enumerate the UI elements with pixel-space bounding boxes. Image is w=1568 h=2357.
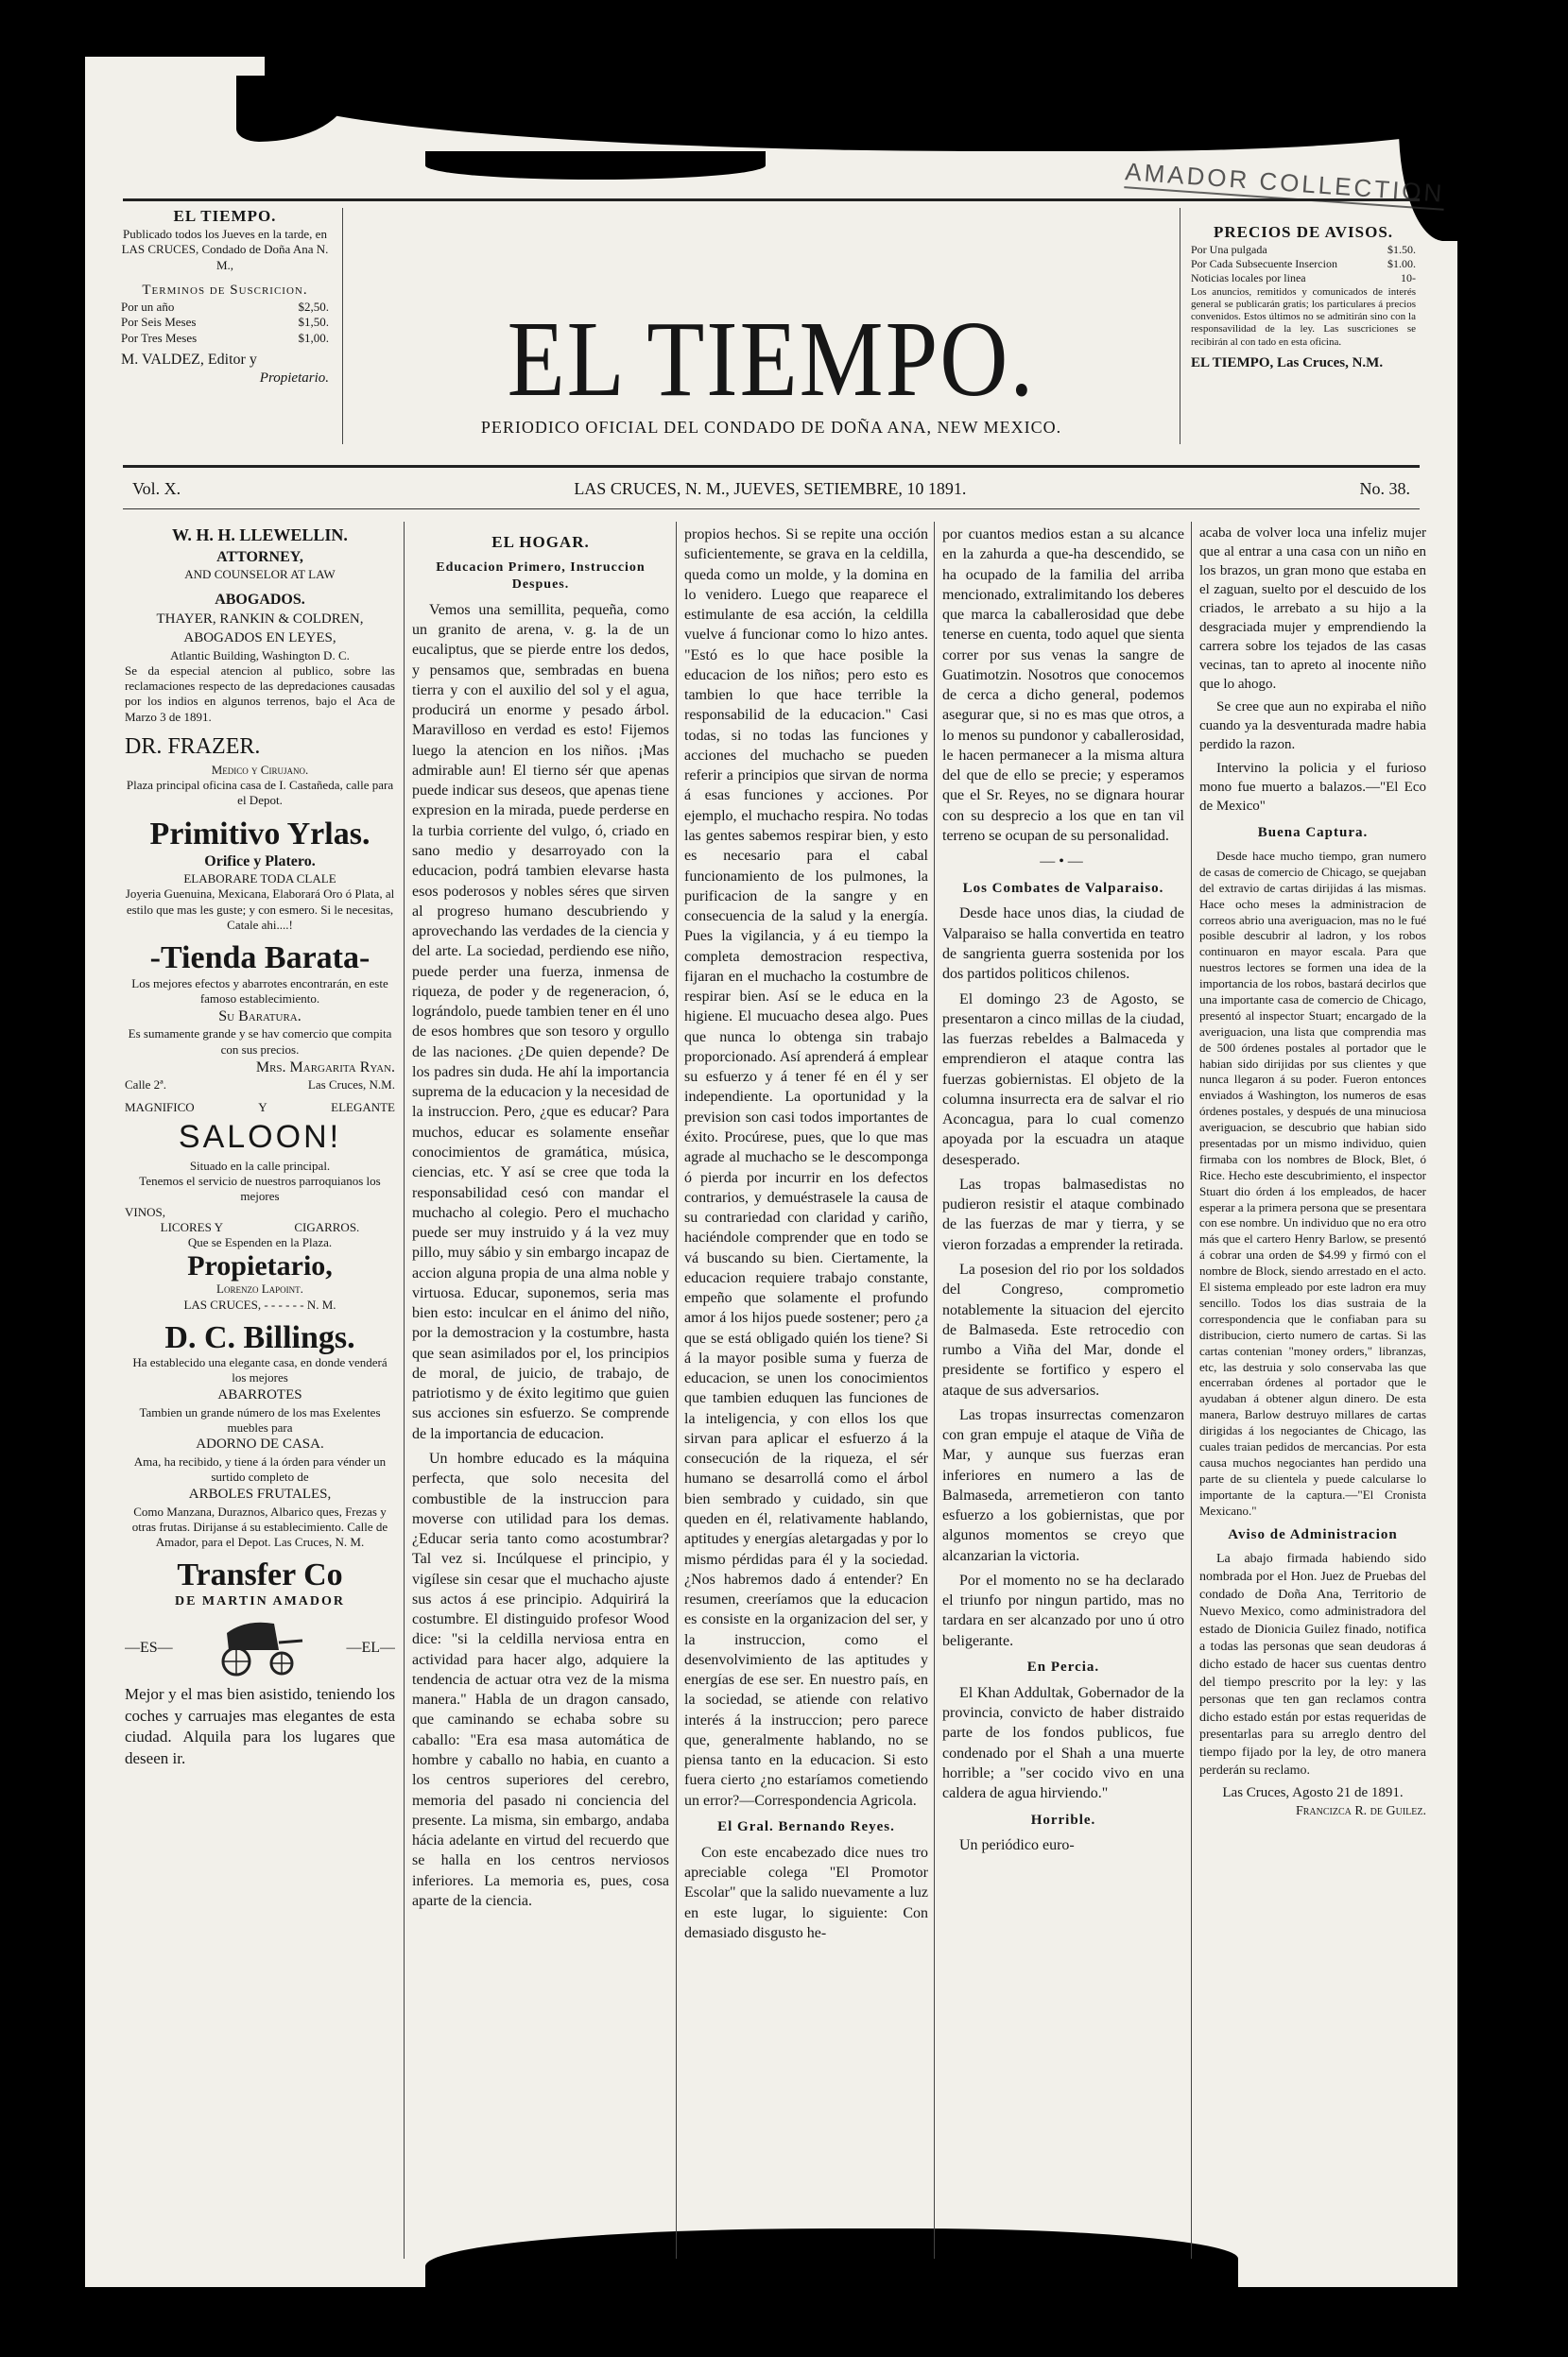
article-paragraph: Las tropas balmasedistas no pudieron resistir el ataque combinado de las fuerzas de mar y tierra, y se vieron forzadas a emprender la retirada. <box>942 1176 1184 1253</box>
article-paragraph: Se cree que aun no expiraba el niño cuando ya la desventurada madre habia perdido la razon. <box>1199 699 1426 753</box>
ad-llewellin-role2: AND COUNSELOR AT LAW <box>184 567 336 582</box>
ad-transfer-el: —EL— <box>346 1639 395 1656</box>
rates-list <box>1191 243 1416 286</box>
issue-number: No. 38. <box>1359 479 1410 498</box>
article-horrible-text: Un periódico euro- <box>959 1837 1075 1854</box>
volume-number: Vol. X. <box>132 479 181 498</box>
subscription-box-title: EL TIEMPO. <box>173 207 277 225</box>
ad-llewellin-role: ATTORNEY, <box>216 548 303 565</box>
ad-abogados <box>125 590 395 724</box>
article-captura-text: Desde hace mucho tiempo, gran numero de casas de comercio de Chicago, se quejaban del extravio de cartas dirijidas á las mismas. Hace ocho meses la administracion de correos abrio una averiguacion, mas no le fué posible descubrir al ladron, y los robos continuaron en mayor escala. Para que nuestros lectores se formen una idea de la importancia de los robos, bastará decirlos que una importante casa de comercio de Chicago, presentó al inspector Stuart; encargado de la averiguacion, una lista que comprendia mas de 500 órdenes postales al portador que le habian sido dirijidas por sus clientes y que nunca llegaron á su poder. Fueron entonces enviados á Washington, los numeros de esas órdenes postales, y después de una minuciosa averiguacion, se descubrio que habian sido presentadas por un mismo individuo, quien firmaba con los nombres de Block, Blet, ó Rice. Hecho este descubrimiento, el inspector Stuart dio órden á los empleados, de hacer esperar a la primera persona que se presentara con ese nombre. Un individuo que no era otro más que el cartero Henry Barlow, se presentó á cobrar una orden de $4.99 y firmó con el nombre de Block, siendo arrestado en el acto. El sistema empleado por este ladron era muy sencillo. Todos los dias sustraia de la correspondencia que le confiaban para su distribucion, cierto numero de cartas. Si las cartas contenian "money orders," libranzas, etc, las destruia y solo conservaba las que encerraban órdenes al portador que le ayudaban á obtener algun dinero. De esta manera, Barlow destruyo millares de cartas dirigidas á los negociantes de Chicago, las cuales traian pedidos de mercancias. Por esta causa muchos negociantes han perdido una parte de su clientela y puede calcularse lo importante de la captura.—"El Cronista Mexicano." <box>1199 849 1426 1518</box>
notice-text: La abajo firmada habiendo sido nombrada por el Hon. Juez de Pruebas del condado de Doña Ana, Territorio de Nuevo Mexico, como administradora del estado de Dionicia Guilez finado, notifica a todas las personas que sean deudoras á dicho estado de hacer sus cuentas dentro del tiempo prescrito por la ley: y las personas que ten gan reclamos contra dicho estado están por estas requeridas de presentarlas para su arreglo dentro del tiempo fijado por la ley, de otro manera perderán su reclamo. <box>1199 1552 1426 1778</box>
column-divider <box>404 522 405 2259</box>
issue-date: LAS CRUCES, N. M., JUEVES, SETIEMBRE, 10 1891. <box>574 479 967 498</box>
ad-billings-text3: Ama, ha recibido, y tiene á la órden para vénder un surtido completo de <box>133 1454 387 1485</box>
ad-transfer-es: —ES— <box>125 1639 173 1656</box>
torn-edge-top <box>265 57 1457 151</box>
ad-frazer-role: Medico y Cirujano. <box>211 762 309 777</box>
article-paragraph: Desde hace unos dias, la ciudad de Valparaiso se halla convertida en teatro de sangrienta guerra sostenida por los dos partidos politicos chilenos. <box>942 905 1184 983</box>
dateline-rule <box>123 508 1420 509</box>
ad-saloon-city: LAS CRUCES, - - - - - - N. M. <box>183 1297 336 1312</box>
article-persia-text: El Khan Addultak, Gobernador de la provincia, convicto de haber distraido parte de los fondos publicos, fue condenado por el Shah a una muerte horrible; a "ser cocido vivo en una caldera de agua hirviendo." <box>942 1684 1184 1802</box>
ad-saloon-vinos: VINOS, <box>125 1204 165 1219</box>
ad-transfer-text: Mejor y el mas bien asistido, teniendo los coches y carruajes mas elegantes de esta ciudad. Alquila para los lugares que deseen ir. <box>125 1685 395 1768</box>
column-4 <box>942 525 1184 2266</box>
term-row: Por un año $2,50. <box>121 299 329 314</box>
ad-billings-name: D. C. Billings. <box>164 1319 355 1355</box>
editor-line: M. VALDEZ, Editor y <box>121 351 257 368</box>
masthead-subtitle: PERIODICO OFICIAL DEL CONDADO DE DOÑA ANA, NEW MEXICO. <box>480 418 1062 437</box>
ad-yrlas-role: Orifice y Platero. <box>204 852 316 869</box>
ad-tienda <box>125 940 395 1092</box>
ad-tienda-owner: Mrs. Margarita Ryan. <box>255 1058 395 1075</box>
dateline <box>132 479 1410 499</box>
ad-saloon <box>125 1100 395 1312</box>
ad-transfer-name: Transfer Co <box>177 1557 343 1593</box>
ad-frazer <box>125 732 395 809</box>
ad-billings-text: Ha establecido una elegante casa, en donde venderá los mejores <box>132 1355 388 1385</box>
ad-billings-text2: Tambien un grande número de los mas Exelentes muebles para <box>139 1404 381 1435</box>
column-divider <box>1191 522 1192 2259</box>
column-el-hogar <box>412 525 669 2266</box>
ad-billings-text4: Como Manzana, Duraznos, Albarico ques, Frezas y otras frutas. Dirijanse á su establecimiento. Calle de Amador, para el Depot. Las Cruces, N. M. <box>131 1504 388 1549</box>
article-paragraph: Un hombre educado es la máquina perfecta, que solo necesita del combustible de la instruccion para moverse con utilidad para los demas. ¿Educar seria tanto como acostumbrar? Tal vez si. Incúlquese el principio, y vigílese sin cesar que el muchacho ajuste sus actos á ese principio. Adquirirá la costumbre. El distinguido profesor Wood dice: "si la celdilla nerviosa entra en actividad para hacer algo, adquiere la tendencia de actuar otra vez de la misma manera." Habla de un dragon cansado, que caminando se echaba sobre su caballo: "Era esa masa automática de hombre y caballo no habia, en cuanto a los centros superiores del cerebro, memoria del pasado ni conciencia del presente. La misma, sin embargo, andaba hácia adelante en virtud del recuerdo que se halla en los centros nerviosos inferiores. La memoria es, pues, cosa aparte de la ciencia. <box>412 1450 669 1909</box>
column-3 <box>684 525 928 2266</box>
article-hogar-subtitle: Educacion Primero, Instruccion Despues. <box>436 559 646 593</box>
article-paragraph: acaba de volver loca una infeliz mujer que al entrar a una casa con un niño en los brazos, un gran mono que estaba en el zaguan, suelto por el descuido de los criados, le arrebato a su hijo a la desgraciada mujer y emprendiendo la carrera sobre los tejados de las casas vecinas, tan to apreto al inocente niño que lo ahogo. <box>1199 525 1426 692</box>
ad-yrlas <box>125 817 395 934</box>
ad-transfer-illustration-row <box>125 1610 395 1684</box>
header-rule-top <box>123 198 1420 201</box>
ad-saloon-owner: Lorenzo Lapoint. <box>216 1282 303 1297</box>
article-paragraph: por cuantos medios estan a su alcance en la zahurda a que-ha descendido, se ha ocupado de la familia del arriba mencionado, extralimitando los deberes que marca la caballerosidad que debe tenerse en cuenta, todo aquel que sienta correr por sus venas la sangre de Guatimotzin. Nosotros que conocemos de cerca a dicho general, podemos asegurar que, si no es mas que otros, a lo menos su pundonor y caballerosidad, le hacen permanecer a la misma altura del que de ello se precie; y esperamos que el Sr. Reyes, no se dignara hourar con su desprecio a los que en tan vil terreno se ocupan de su personalidad. <box>942 526 1184 844</box>
advertising-terms: Los anuncios, remitidos y comunicados de interés general se publicarán gratis; los particulares á precios convenidos. Estos últimos no se admitirán sino con la responsavilidad de la ley. Las suscriciones se recibirán al con tado en esta oficina. <box>1191 285 1416 348</box>
advertising-rates-title: PRECIOS DE AVISOS. <box>1213 223 1394 241</box>
article-hogar-title: EL HOGAR. <box>491 533 590 551</box>
ad-llewellin <box>125 525 395 582</box>
article-paragraph: Por el momento no se ha declarado el triunfo por ningun partido, mas no tardara en ser alcanzado por uno ú otro beligerante. <box>942 1572 1184 1649</box>
rates-footer: EL TIEMPO, Las Cruces, N.M. <box>1191 354 1384 370</box>
article-paragraph: El domingo 23 de Agosto, se presentaron a cinco millas de la ciudad, las fuerzas rebeldes a Balmaceda y emprendieron el ataque contra las fuerzas gobiernistas. El objeto de la columna insurrecta era de salvar el rio Aconcagua, para lo cual comenzo apoyada por la escuadra un ataque desesperado. <box>942 990 1184 1168</box>
notice-title: Aviso de Administracion <box>1228 1527 1398 1543</box>
collection-stamp: AMADOR COLLECTION <box>1124 157 1445 211</box>
article-reyes-text: Con este encabezado dice nues tro apreciable colega "El Promotor Escolar" que la salido nuevamente a luz en este lugar, lo siguiente: Con demasiado disgusto he- <box>684 1844 928 1941</box>
column-5 <box>1199 525 1426 2266</box>
article-paragraph: propios hechos. Si se repite una occión suficientemente, se grava en la celdilla, queda como un molde, y la domina en lo venidero. Luego que reaparece el estimulante de esa acción, la celdilla vuelve á funcionar como lo hizo antes. "Estó es lo que hace posible la educacion de los niños; pero esto es tambien lo que hace terrible la responsabilid de la educacion." Casi todas, si no todas las funciones y acciones del muchacho se pueden referir a principios que sirvan de norma á esas funciones y acciones. Por ejemplo, el muchacho respira. No todas las gentes sabemos respirar bien, y esto es necesario para el cabal funcionamiento de los pulmones, la purificacion de la sangre y en consecuencia de la salud y la energía. Pues la vigilancia, y á eu tiempo la completa demostracion respectiva, fijaran en el muchacho la costumbre de respirar bien. Así se le educa en la higiene. El mucuacho desea algo. Pues que nunca lo obtenga sin trabajo proporcionado. Así aprenderá á emplear su esfuerzo y á tener fé en él y ser independiente. La oportunidad y la prevision son casi todos importantes de éxito. Procúrese, pues, que lo que mas agrade al muchacho se le descomponga ó pierda por incurrir en los defectos contrarios, y demuéstrasele la causa de su contrariedad con claridad y cariño, haciéndole comprender que en todo se vá buscando su bien. Ciertamente, la educacion requiere trabajo constante, empeño que solamente el profundo amor á los hijos puede sostener; pero ¿a que se está obligado quién los tiene? Si á la mayor posible suma y fuerza de educacion, se unen los conocimientos que tambien eduquen las funciones de la inteligencia, y con ellos los que sirvan para aplicar el esfuerzo á la consecución de la riqueza, el sér humano se desarrollá como el árbol bien sembrado y cuidado, sin que queden en él, relativamente hablando, aptitudes y energías aletargadas y por lo mismo pérdidas para él y la sociedad. ¿Nos habremos dado á entender? En resumen, creeríamos que la educacion es consiste en la organizacion del ser, y la instruccion, como el desenvolvimiento de las aptitudes y energías de ese ser. En nuestro país, en la sociedad, se atiende con relativo interés á la instruccion; pero parece que, generalmente hablando, no se piensa tanto en la educacion. Si esto fuera cierto ¿no estaríamos cometiendo un error?—Correspondencia Agricola. <box>684 526 928 1809</box>
torn-edge-notch <box>425 151 766 180</box>
ad-tienda-address: Calle 2ª. Las Cruces, N.M. <box>125 1077 395 1092</box>
article-horrible-title: Horrible. <box>1030 1812 1096 1828</box>
ad-frazer-name: DR. FRAZER. <box>125 733 261 759</box>
carriage-icon <box>208 1614 312 1680</box>
ad-saloon-items: LICORES Y CIGARROS. <box>160 1219 360 1234</box>
ad-saloon-plaza: Que se Espenden en la Plaza. <box>187 1235 333 1250</box>
ad-firm-address: Atlantic Building, Washington D. C. <box>170 647 350 662</box>
ad-tienda-name: -Tienda Barata- <box>149 940 370 976</box>
ad-tienda-sign: Su Baratura. <box>218 1008 302 1025</box>
ad-tienda-text2: Es sumamente grande y se hav comercio que compita con sus precios. <box>128 1026 392 1057</box>
notice-signature: Francizca R. de Guilez. <box>1295 1804 1426 1819</box>
article-captura-title: Buena Captura. <box>1257 825 1369 841</box>
ad-saloon-location: Situado en la calle principal. <box>189 1158 331 1173</box>
editor-role: Propietario. <box>259 370 329 387</box>
ad-frazer-office: Plaza principal oficina casa de I. Castañeda, calle para el Depot. <box>126 778 394 808</box>
ad-saloon-text: Tenemos el servicio de nuestros parroquianos los mejores <box>139 1174 381 1204</box>
masthead-title: EL TIEMPO. <box>507 298 1036 420</box>
newspaper-page <box>85 57 1457 2287</box>
column-divider <box>934 522 935 2259</box>
ad-saloon-owner-title: Propietario, <box>187 1250 333 1282</box>
ad-billings <box>125 1320 395 1550</box>
ad-yrlas-text2: Joyeria Guenuina, Mexicana, Elaborará Oro ó Plata, al estilo que mas les guste; y con esmero. Si le necesitas, Catale ahi....! <box>125 886 395 932</box>
ad-firm-text: Se da especial atencion al publico, sobre las reclamaciones respecto de las depredaciones causadas por los indios en algunos terrenos, bajo el Aca de Marzo 3 de 1891. <box>125 662 395 724</box>
ad-saloon-tagline: MAGNIFICO Y ELEGANTE <box>125 1100 395 1115</box>
article-paragraph: Las tropas insurrectas comenzaron con gran empuje el ataque de Viña de Mar, y aunque sus fuerzas eran inferiores en numero a las de Balmaseda, arremetieron con tanto esfuerzo a los gobiernistas, que por algunos momentos se creyo que alcanzarian la victoria. <box>942 1406 1184 1564</box>
ad-transfer-owner: DE MARTIN AMADOR <box>174 1593 346 1609</box>
header-rule-bottom <box>123 465 1420 468</box>
term-row: Por Tres Meses $1,00. <box>121 331 329 346</box>
article-paragraph: Vemos una semillita, pequeña, como un granito de arena, v. g. la de un eucaliptus, que se pierde entre los dedos, y pensamos que, sembradas en buena tierra y con el auxilio del sol y el agua, producirá un enorme y pesado árbol. Maravilloso en verdad es esto! Fijemos luego la atencion en los niños. ¡Mas admirable aun! El tierno sér que apenas puede indicar sus deseos, que apenas tiene expresion en la mirada, puede perderse en la turbia corriente del vulgo, ó, criado en sano medio y desarroyado con la educacion, podrá tambien elevarse hasta esos poderosos y nobles séres que sirven al progreso humano descubriendo y aprovechando las verdades de la ciencia y del arte. La sociedad, perdiendo ese niño, puede perder una fuerza, inmensa de riqueza, de poder y de regeneracion, ó, lográndolo, puede tambien tener en él uno de esos hombres que son tesoro y orgullo de las naciones. ¿De quien depende? De los padres sin duda. He ahí la importancia suprema de la educacion y la necesidad de la instruccion. Pero, ¿que es educar? Para muchos, educar es solamente enseñar conocimientos de gramática, música, ciencias, etc. Y así se cree que toda la responsabilidad cesó con mandar el muchacho al colegio. Pero el muchacho puede ser muy instruido y á la vez muy pillo, muy sábio y sin embargo incapaz de accion alguna propia de una alma noble y virtuosa. Educar, suponemos, seria mas bien esto: inculcar en el ánimo del niño, por la demostracion y la costumbre, hasta que sean asimilados por el, los principios de moral, de juicio, de trabajo, de patriotismo y de éxito legitimo que guien sus acciones sin esfuerzo. Se comprende de la importancia de educacion. <box>412 601 669 1442</box>
ad-yrlas-name: Primitivo Yrlas. <box>149 816 370 852</box>
torn-edge-top-left <box>236 76 350 142</box>
ad-transfer <box>125 1557 395 1769</box>
rate-row: Por Cada Subsecuente Insercion $1.00. <box>1191 257 1416 271</box>
ad-billings-arboles: ARBOLES FRUTALES, <box>188 1486 332 1502</box>
ad-llewellin-name: W. H. H. LLEWELLIN. <box>172 525 348 544</box>
torn-edge-top-right <box>1399 57 1457 241</box>
column-divider <box>676 522 677 2259</box>
article-paragraph: La posesion del rio por los soldados del Congreso, comprometio notablemente la situacion del ejercito de Balmaseda. Este retrocedio con rumbo a Viña del Mar, donde el presidente se fortifico y espero el ataque de sus adversarios. <box>942 1261 1184 1399</box>
ad-abogados-title: ABOGADOS. <box>215 592 305 609</box>
advertising-rates-box <box>1191 222 1416 372</box>
ad-billings-abarrotes: ABARROTES <box>217 1386 302 1402</box>
ad-yrlas-text1: ELABORARE TODA CLALE <box>183 871 336 886</box>
ad-firm-name: THAYER, RANKIN & COLDREN, ABOGADOS EN LEYES, <box>156 611 364 645</box>
article-paragraph: Intervino la policia y el furioso mono fue muerto a balazos.—"El Eco de Mexico" <box>1199 761 1426 815</box>
ad-billings-adorno: ADORNO DE CASA. <box>196 1437 324 1453</box>
ad-saloon-name: SALOON! <box>178 1118 342 1155</box>
article-valparaiso-title: Los Combates de Valparaiso. <box>962 880 1164 896</box>
rate-row: Noticias locales por linea 10- <box>1191 271 1416 285</box>
section-separator: —•— <box>1040 853 1087 870</box>
terms-title: Terminos de Suscricion. <box>142 282 308 298</box>
rate-row: Por Una pulgada $1.50. <box>1191 242 1416 256</box>
column-advertisements <box>125 525 395 2266</box>
ad-tienda-text: Los mejores efectos y abarrotes encontrarán, en este famoso establecimiento. <box>131 975 388 1006</box>
article-reyes-title: El Gral. Bernando Reyes. <box>717 1819 895 1834</box>
term-row: Por Seis Meses $1,50. <box>121 315 329 330</box>
article-persia-title: En Percia. <box>1026 1660 1100 1676</box>
notice-date: Las Cruces, Agosto 21 de 1891. <box>1222 1785 1404 1801</box>
publication-blurb: Publicado todos los Jueves en la tarde, en LAS CRUCES, Condado de Doña Ana N. M., <box>121 226 329 272</box>
